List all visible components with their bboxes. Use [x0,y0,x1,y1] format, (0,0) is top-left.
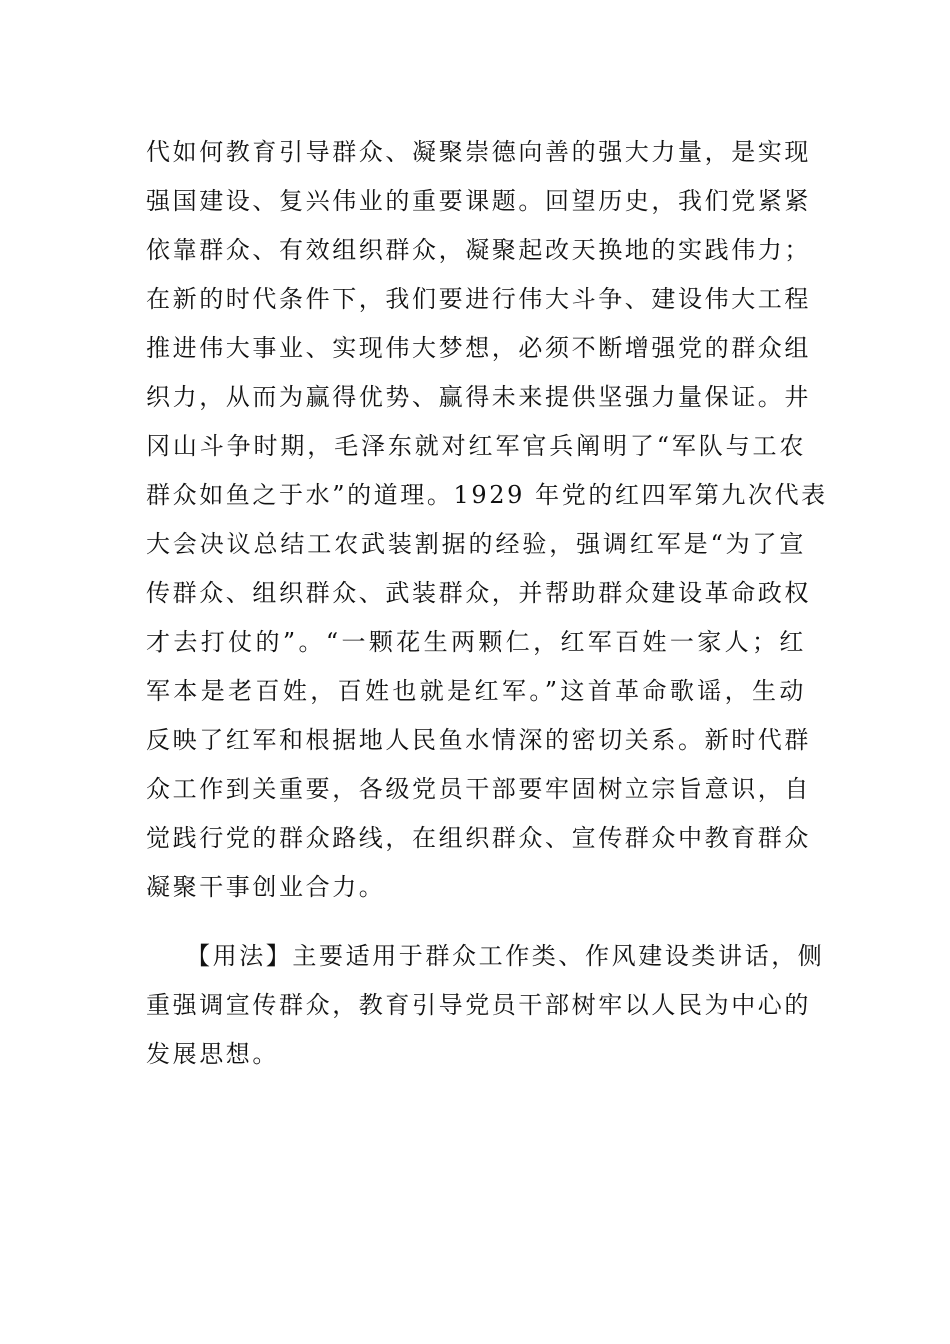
body-line-3: 依靠群众、有效组织群众，凝聚起改天换地的实践伟力； [146,236,811,264]
body-line-8: 群众如鱼之于水”的道理。1929 年党的红四军第九次代表 [146,481,828,509]
body-line-9: 大会决议总结工农武装割据的经验，强调红军是“为了宣 [146,530,806,558]
body-line-11: 才去打仗的”。“一颗花生两颗仁，红军百姓一家人；红 [146,628,806,656]
usage-line-1: 【用法】主要适用于群众工作类、作风建设类讲话，侧 [186,942,825,970]
body-line-15: 觉践行党的群众路线，在组织群众、宣传群众中教育群众 [146,824,811,852]
body-line-1: 代如何教育引导群众、凝聚崇德向善的强大力量，是实现 [146,138,811,166]
body-line-14: 众工作到关重要，各级党员干部要牢固树立宗旨意识，自 [146,775,811,803]
body-line-7: 冈山斗争时期，毛泽东就对红军官兵阐明了“军队与工农 [146,432,806,460]
usage-paragraph [146,932,825,1079]
body-paragraph [146,128,828,912]
body-line-2: 强国建设、复兴伟业的重要课题。回望历史，我们党紧紧 [146,187,811,215]
body-line-13: 反映了红军和根据地人民鱼水情深的密切关系。新时代群 [146,726,811,754]
body-line-6: 织力，从而为赢得优势、赢得未来提供坚强力量保证。井 [146,383,811,411]
body-line-12: 军本是老百姓，百姓也就是红军。”这首革命歌谣，生动 [146,677,806,705]
body-line-10: 传群众、组织群众、武装群众，并帮助群众建设革命政权 [146,579,811,607]
usage-line-3: 发展思想。 [146,1040,279,1068]
body-line-5: 推进伟大事业、实现伟大梦想，必须不断增强党的群众组 [146,334,811,362]
body-line-4: 在新的时代条件下，我们要进行伟大斗争、建设伟大工程 [146,285,811,313]
usage-line-2: 重强调宣传群众，教育引导党员干部树牢以人民为中心的 [146,991,811,1019]
body-line-16: 凝聚干事创业合力。 [146,873,386,901]
